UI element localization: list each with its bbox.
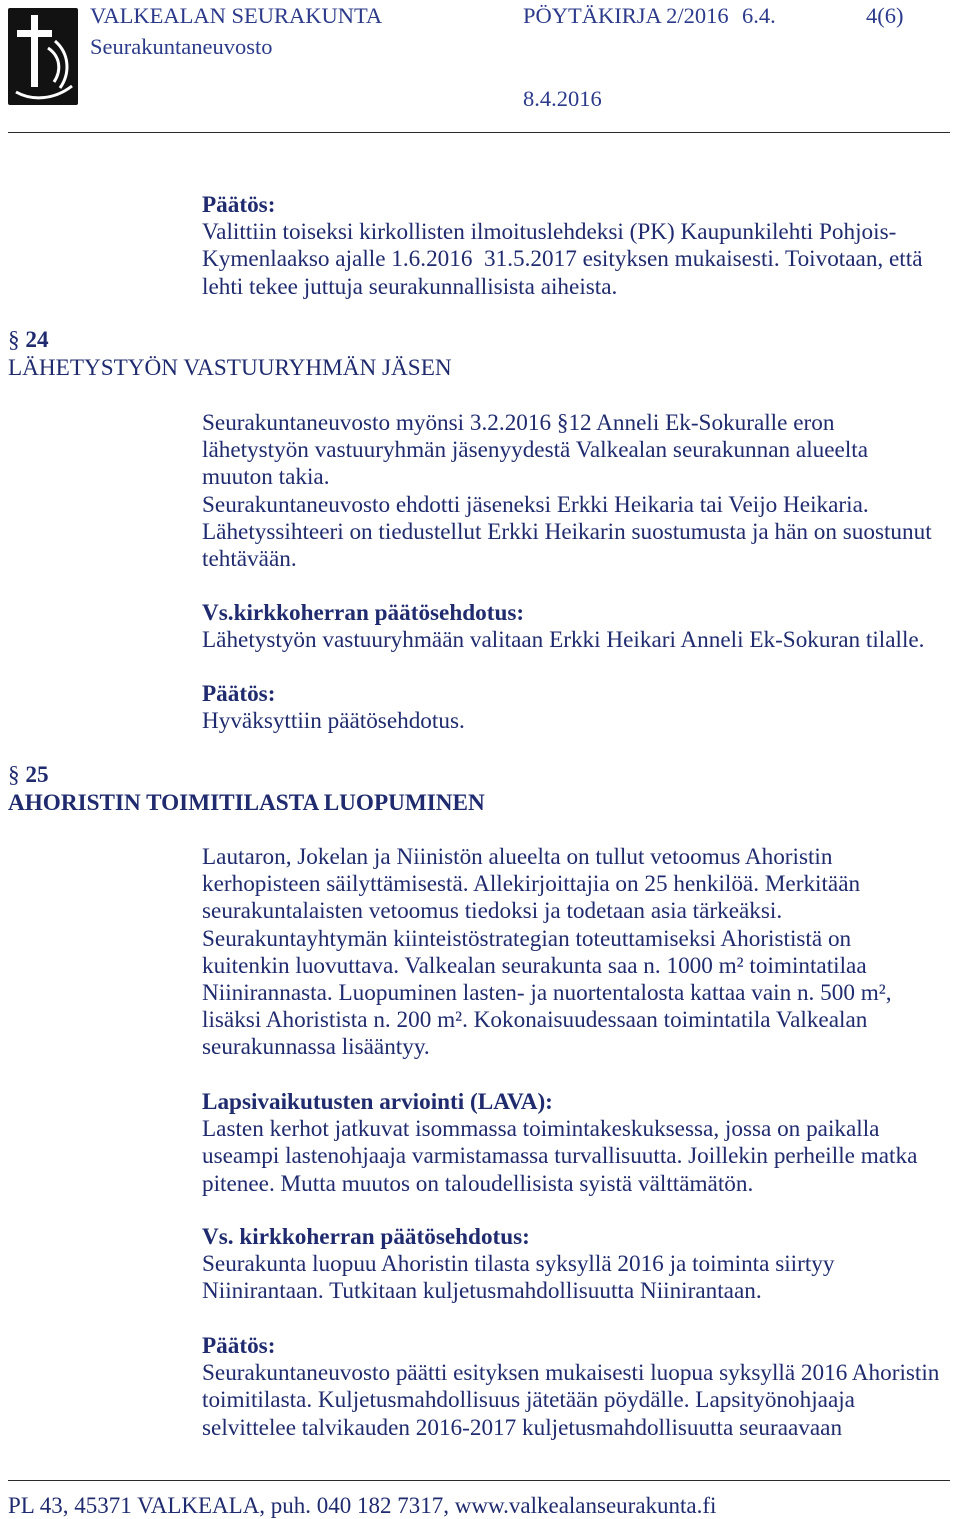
parish-logo: [8, 8, 78, 105]
background-text-line: seurakuntalaisten vetoomus tiedoksi ja todetaan asia tärkeäksi.: [202, 898, 783, 925]
footer-divider: [8, 1480, 950, 1481]
section-24-background: [202, 410, 932, 573]
section-24-decision: [202, 681, 465, 735]
decision-text-line: toimitilasta. Kuljetusmahdollisuus jätetään pöydälle. Lapsityönohjaaja: [202, 1387, 855, 1414]
decision-text-line: Hyväksyttiin päätösehdotus.: [202, 708, 465, 735]
header-page-number: 4(6): [866, 3, 904, 28]
background-text-line: muuton takia.: [202, 464, 330, 491]
header-document-date: 6.4.: [742, 3, 776, 28]
decision-text-line: lehti tekee juttuja seurakunnallisista aiheista.: [202, 273, 618, 300]
cross-icon: [8, 8, 78, 105]
background-text-line: lähetystyön vastuuryhmän jäsenyydestä Valkealan seurakunnan alueelta: [202, 437, 868, 464]
proposal-label: Vs. kirkkoherran päätösehdotus:: [202, 1224, 530, 1250]
header-document-type: PÖYTÄKIRJA 2/2016: [523, 3, 729, 28]
decision-label: Päätös:: [202, 681, 276, 707]
header-organization: VALKEALAN SEURAKUNTA: [90, 3, 383, 28]
section-25-background: [202, 844, 892, 1062]
paragraph-sign: §: [8, 762, 20, 788]
section-24-heading: [8, 327, 49, 354]
background-text-line: tehtävään.: [202, 545, 297, 572]
section-25-heading: [8, 762, 49, 789]
proposal-text-line: Lähetystyön vastuuryhmään valitaan Erkki Heikari Anneli Ek-Sokuran tilalle.: [202, 627, 925, 654]
header-divider: [8, 132, 950, 133]
background-text-line: Seurakuntaneuvosto myönsi 3.2.2016 §12 Anneli Ek-Sokuralle eron: [202, 410, 835, 436]
decision-text-line: Seurakuntaneuvosto päätti esityksen mukaisesti luopua syksyllä 2016 Ahoristin: [202, 1360, 940, 1387]
lava-label: Lapsivaikutusten arviointi (LAVA):: [202, 1089, 553, 1115]
cross-horizontal-bar: [17, 30, 52, 37]
proposal-text-line: Niinirantaan. Tutkitaan kuljetusmahdollisuutta Niinirantaan.: [202, 1278, 762, 1305]
continued-decision-block: [202, 192, 923, 301]
decision-label: Päätös:: [202, 192, 276, 218]
paragraph-sign: §: [8, 327, 20, 353]
footer-contact: PL 43, 45371 VALKEALA, puh. 040 182 7317, www.valkealanseurakunta.fi: [8, 1493, 717, 1518]
background-text-line: seurakunnassa lisääntyy.: [202, 1034, 430, 1061]
background-text-line: Niinirannasta. Luopuminen lasten- ja nuortentalosta kattaa vain n. 500 m²,: [202, 979, 892, 1006]
proposal-text-line: Seurakunta luopuu Ahoristin tilasta syksyllä 2016 ja toiminta siirtyy: [202, 1251, 835, 1278]
lava-text-line: useampi lastenohjaaja varmistamassa turvallisuutta. Joillekin perheille matka: [202, 1143, 918, 1170]
section-25-decision: [202, 1333, 939, 1442]
background-text-line: Lähetyssihteeri on tiedustellut Erkki Heikarin suostumusta ja hän on suostunut: [202, 518, 932, 545]
section-25-title: AHORISTIN TOIMITILASTA LUOPUMINEN: [8, 790, 485, 816]
cross-vertical-bar: [31, 15, 38, 87]
section-24-proposal: [202, 600, 924, 654]
header-meeting-date: 8.4.2016: [523, 86, 602, 111]
lava-text-line: Lasten kerhot jatkuvat isommassa toimintakeskuksessa, jossa on paikalla: [202, 1116, 880, 1143]
section-24-title: LÄHETYSTYÖN VASTUURYHMÄN JÄSEN: [8, 355, 452, 381]
section-number: 24: [25, 327, 49, 353]
background-text-line: Seurakuntaneuvosto ehdotti jäseneksi Erkki Heikaria tai Veijo Heikaria.: [202, 491, 869, 518]
background-text-line: lisäksi Ahoristista n. 200 m². Kokonaisuudessaan toimintatila Valkealan: [202, 1007, 868, 1034]
decision-text-line: selvittelee talvikauden 2016-2017 kuljetusmahdollisuutta seuraavaan: [202, 1414, 843, 1441]
background-text-line: Seurakuntayhtymän kiinteistöstrategian toteuttamiseksi Ahorististä on: [202, 925, 852, 952]
proposal-label: Vs.kirkkoherran päätösehdotus:: [202, 600, 525, 626]
header-body: Seurakuntaneuvosto: [90, 34, 273, 59]
section-25-lava: [202, 1089, 917, 1198]
background-text-line: kerhopisteen säilyttämisestä. Allekirjoittajia on 25 henkilöä. Merkitään: [202, 871, 861, 898]
decision-text-line: Kymenlaakso ajalle 1.6.2016 31.5.2017 esityksen mukaisesti. Toivotaan, että: [202, 246, 923, 273]
lava-text-line: pitenee. Mutta muutos on taloudellisista syistä välttämätön.: [202, 1170, 754, 1197]
decision-label: Päätös:: [202, 1333, 276, 1359]
section-25-proposal: [202, 1224, 834, 1306]
background-text-line: Lautaron, Jokelan ja Niinistön alueelta on tullut vetoomus Ahoristin: [202, 844, 833, 870]
section-number: 25: [25, 762, 49, 788]
background-text-line: kuitenkin luovuttava. Valkealan seurakunta saa n. 1000 m² toimintatilaa: [202, 952, 867, 979]
decision-text-line: Valittiin toiseksi kirkollisten ilmoituslehdeksi (PK) Kaupunkilehti Pohjois-: [202, 219, 897, 246]
